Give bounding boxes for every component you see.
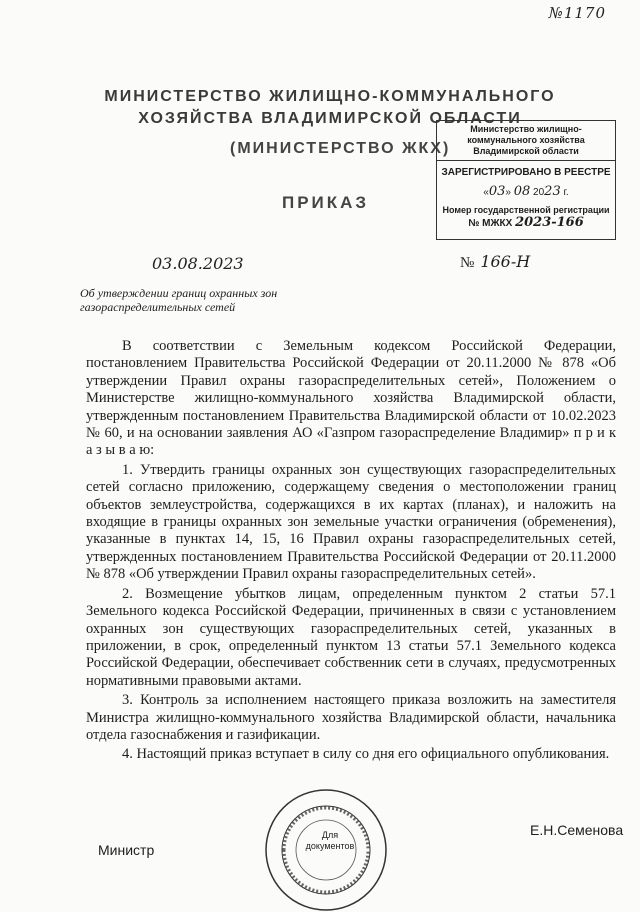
stamp-reg-number: 2023-166: [515, 215, 584, 230]
document-type: ПРИКАЗ: [282, 193, 370, 212]
stamp-reg-number-line: [437, 215, 615, 230]
stamp-registered: ЗАРЕГИСТРИРОВАНО В РЕЕСТРЕ: [441, 167, 611, 178]
order-item-1: 1. Утвердить границы охранных зон существующих газораспределительных сетей согласно приложению, содержащему сведения о местоположении границ объектов землеустройства, содержащихся в их картах (планах), и наложить на входящие в границы охранных зон земельные участки ограничения (обременения), указанные в пунктах 14, 15, 16 Правил охраны газораспределительных сетей, утвержденных постановлением Правительства Российской Федерации от 20.11.2000 № 878 «Об утверждении Правил охраны газораспределительных сетей».: [86, 461, 616, 583]
stamp-date: [437, 184, 615, 199]
stamp-date-century: 20: [533, 187, 545, 198]
stamp-date-open: «: [483, 187, 489, 198]
order-number-label: №: [460, 255, 475, 271]
ministry-short-name: (МИНИСТЕРСТВО ЖКХ): [230, 140, 451, 157]
seal-text: Для документов: [305, 830, 355, 851]
signatory-title: Министр: [98, 842, 155, 858]
stamp-reg-prefix: № МЖКХ: [468, 218, 513, 229]
preamble: В соответствии с Земельным кодексом Российской Федерации, постановлением Правительства Российской Федерации от 20.11.2000 № 878 «Об утверждении Правил охраны газораспределительных сетей», Положением о Министерстве жилищно-коммунального хозяйства Владимирской области, утвержденным постановлением Правительства Владимирской области от 10.02.2023 № 60, и на основании заявления АО «Газпром газораспределение Владимир» п р и к а з ы в а ю:: [86, 338, 616, 459]
order-item-2: 2. Возмещение убытков лицам, определенным пунктом 2 статьи 57.1 Земельного кодекса Российской Федерации, причиненных в связи с установлением охранных зон существующих газораспределительных сетей, указанных в приложении, в срок, определенный пунктом 13 статьи 57.1 Земельного кодекса Российской Федерации, обеспечивает собственник сети в случаях, предусмотренных нормативными правовыми актами.: [86, 585, 616, 689]
order-item-4: 4. Настоящий приказ вступает в силу со дня его официального опубликования.: [122, 746, 610, 763]
order-date: 03.08.2023: [152, 254, 244, 273]
signatory-name: Е.Н.Семенова: [530, 822, 624, 838]
order-body: [86, 338, 616, 764]
ministry-title: МИНИСТЕРСТВО ЖИЛИЩНО-КОММУНАЛЬНОГО ХОЗЯЙСТВА ВЛАДИМИРСКОЙ ОБЛАСТИ: [104, 88, 556, 127]
order-item-3: 3. Контроль за исполнением настоящего приказа возложить на заместителя Министра жилищно-коммунального хозяйства Владимирской области, начальника отдела газоснабжения и газификации.: [86, 692, 616, 743]
registration-stamp: [436, 120, 616, 240]
stamp-date-month: 08: [513, 184, 531, 199]
stamp-date-day: 03: [488, 184, 506, 199]
stamp-date-year: 23: [544, 184, 561, 199]
stamp-date-close: »: [505, 187, 511, 198]
archive-mark: №1170: [548, 4, 606, 22]
stamp-date-suffix: г.: [563, 187, 569, 198]
stamp-reg-label: Номер государственной регистрации: [442, 205, 610, 215]
stamp-header: Министерство жилищно-коммунального хозяйства Владимирской области: [437, 121, 615, 161]
order-subject: Об утверждении границ охранных зон газораспределительных сетей: [80, 286, 278, 314]
order-number-line: [460, 252, 530, 272]
order-number: 166-Н: [480, 252, 531, 271]
